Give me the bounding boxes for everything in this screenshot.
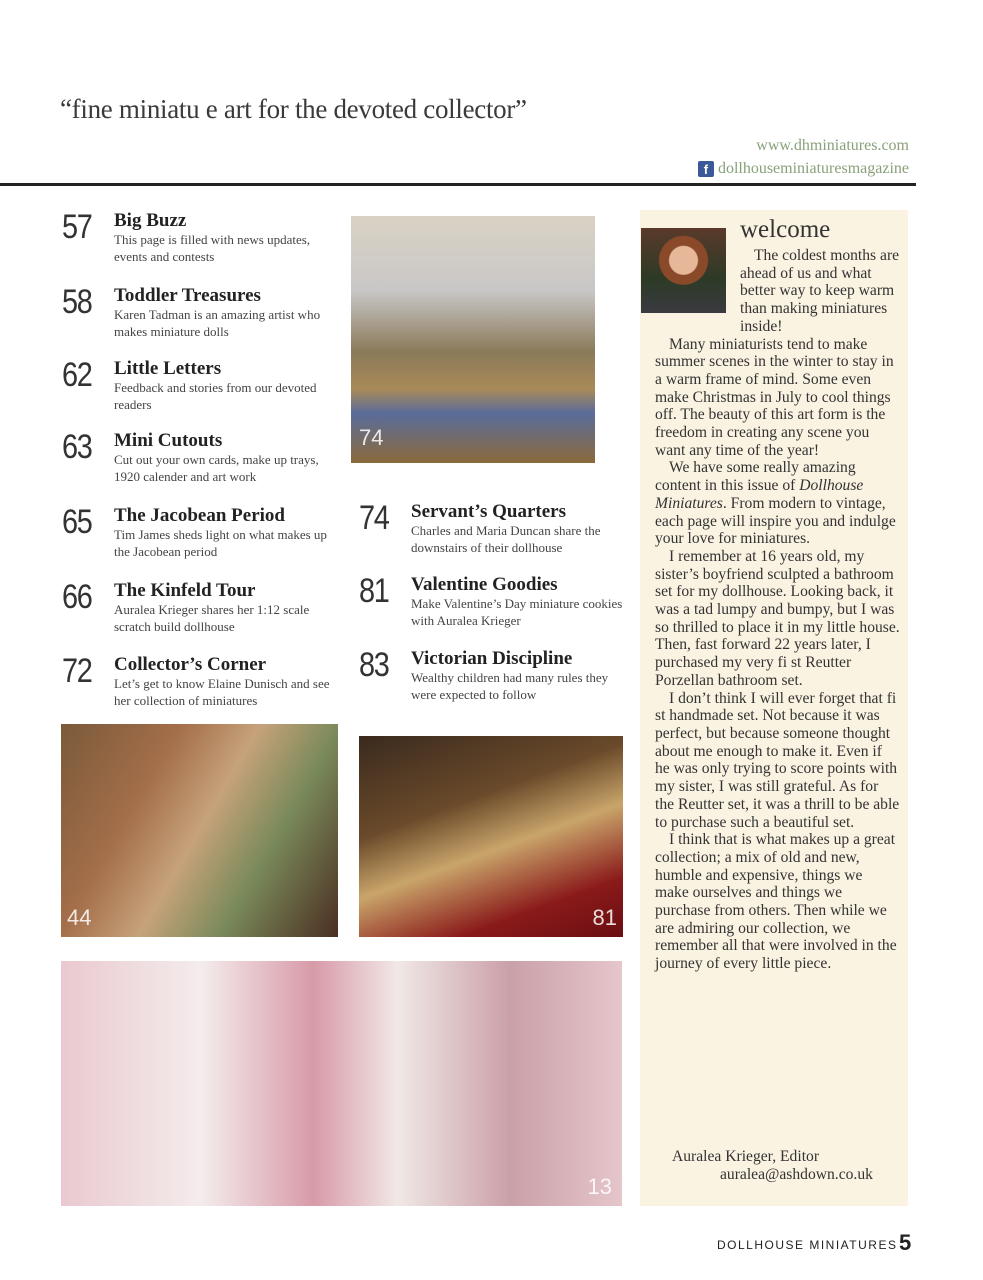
facebook-label: dollhouseminiaturesmagazine xyxy=(717,160,909,177)
tagline: “fine miniatu e art for the devoted collector” xyxy=(60,94,527,124)
facebook-icon: f xyxy=(698,161,714,177)
entry-title: Big Buzz xyxy=(114,210,187,231)
photo-shop xyxy=(61,961,622,1206)
contents-entry[interactable] xyxy=(62,503,342,560)
entry-description: Auralea Krieger shares her 1:12 scale scratch build dollhouse xyxy=(114,602,310,634)
header-rule xyxy=(0,183,916,186)
photo-page-number: 13 xyxy=(587,1174,612,1199)
entry-title: Mini Cutouts xyxy=(114,430,223,451)
entry-description: Feedback and stories from our devoted readers xyxy=(114,380,317,412)
entry-title: Valentine Goodies xyxy=(411,574,558,595)
entry-title: The Jacobean Period xyxy=(114,505,285,526)
entry-title: Collector’s Corner xyxy=(114,654,267,675)
entry-description: Make Valentine’s Day miniature cookies with Auralea Krieger xyxy=(411,596,623,628)
entry-description: Wealthy children had many rules they were expected to follow xyxy=(411,670,609,702)
contents-entry[interactable] xyxy=(359,646,639,703)
entry-description: Cut out your own cards, make up trays, 1920 calender and art work xyxy=(114,452,319,484)
contents-entry[interactable] xyxy=(359,572,639,629)
entry-page: 83 xyxy=(359,646,389,684)
entry-description: Tim James sheds light on what makes up the Jacobean period xyxy=(114,527,327,559)
entry-page: 58 xyxy=(62,283,92,321)
contents-entry[interactable] xyxy=(359,499,639,556)
entry-title: Little Letters xyxy=(114,358,222,379)
footer-magazine-name: DOLLHOUSE MINIATURES xyxy=(717,1238,898,1252)
page-number: 5 xyxy=(899,1230,912,1255)
photo-bedroom xyxy=(61,724,338,937)
photo-page-number: 74 xyxy=(359,425,384,450)
photo-kitchen xyxy=(351,216,595,463)
entry-page: 74 xyxy=(359,499,389,537)
paragraph: I think that is what makes up a great collection; a mix of old and new, humble and expensive, things we make ourselves and things we purchase from others. Then while we are admiring our collection, we remember all that were involved in the journey of every little piece. xyxy=(655,831,897,973)
contents-entry[interactable] xyxy=(62,652,342,709)
paragraph xyxy=(655,459,900,548)
magazine-name: Dollhouse Miniatures xyxy=(655,477,864,512)
entry-page: 72 xyxy=(62,652,92,690)
contents-entry[interactable] xyxy=(62,283,342,340)
paragraph: I don’t think I will ever forget that fi st handmade set. Not because it was perfect, but because someone thought about me enough to make it. Even if he was only trying to score points with my sister, I was still grateful. As for the Reutter set, it was a thrill to be able to purchase such a beautiful set. xyxy=(655,689,900,831)
editor-email[interactable]: auralea@ashdown.co.uk xyxy=(720,1166,873,1183)
entry-description: Karen Tadman is an amazing artist who makes miniature dolls xyxy=(114,307,321,339)
contents-entry[interactable] xyxy=(62,208,342,265)
contents-entry[interactable] xyxy=(62,428,342,485)
website-link[interactable]: www.dhminiatures.com xyxy=(756,137,909,154)
contents-entry[interactable] xyxy=(62,356,342,413)
photo-page-number: 44 xyxy=(67,905,92,930)
paragraph-text: . From modern to vintage, each page will inspire you and indulge your love for miniatures. xyxy=(655,494,896,548)
welcome-text xyxy=(655,247,900,973)
entry-description: Charles and Maria Duncan share the downstairs of their dollhouse xyxy=(411,523,601,555)
entry-page: 81 xyxy=(359,572,389,610)
contents-entry[interactable] xyxy=(62,578,342,635)
entry-title: Servant’s Quarters xyxy=(411,501,566,522)
photo-page-number: 81 xyxy=(592,905,617,930)
photo-cookies xyxy=(359,736,623,937)
facebook-link[interactable] xyxy=(698,160,909,178)
editor-signature: Auralea Krieger, Editor xyxy=(672,1148,820,1165)
entry-description: Let’s get to know Elaine Dunisch and see her collection of miniatures xyxy=(114,676,330,708)
entry-title: Victorian Discipline xyxy=(411,648,573,669)
entry-page: 63 xyxy=(62,428,92,466)
entry-description: This page is filled with news updates, events and contests xyxy=(114,232,311,264)
paragraph: I remember at 16 years old, my sister’s boyfriend sculpted a bathroom set for my dollhouse. Looking back, it was a tad lumpy and bumpy, but I was so thrilled to place it in my little house. Then, fast forward 22 years later, I purchased my very fi st Reutter Porzellan bathroom set. xyxy=(655,547,900,689)
entry-page: 66 xyxy=(62,578,92,616)
paragraph: Many miniaturists tend to make summer scenes in the winter to stay in a warm frame of mind. Some even make Christmas in July to cool things off. The beauty of this art form is the freedom in creating any scene you want any time of the year! xyxy=(655,335,894,459)
entry-page: 65 xyxy=(62,503,92,541)
welcome-heading: welcome xyxy=(740,216,831,243)
entry-title: Toddler Treasures xyxy=(114,285,261,306)
entry-page: 57 xyxy=(62,208,92,246)
entry-title: The Kinfeld Tour xyxy=(114,580,256,601)
paragraph: The coldest months are ahead of us and what better way to keep warm than making miniatures inside! xyxy=(740,247,900,335)
paragraph-text: We have some really amazing content in this issue of xyxy=(655,459,856,495)
entry-page: 62 xyxy=(62,356,92,394)
